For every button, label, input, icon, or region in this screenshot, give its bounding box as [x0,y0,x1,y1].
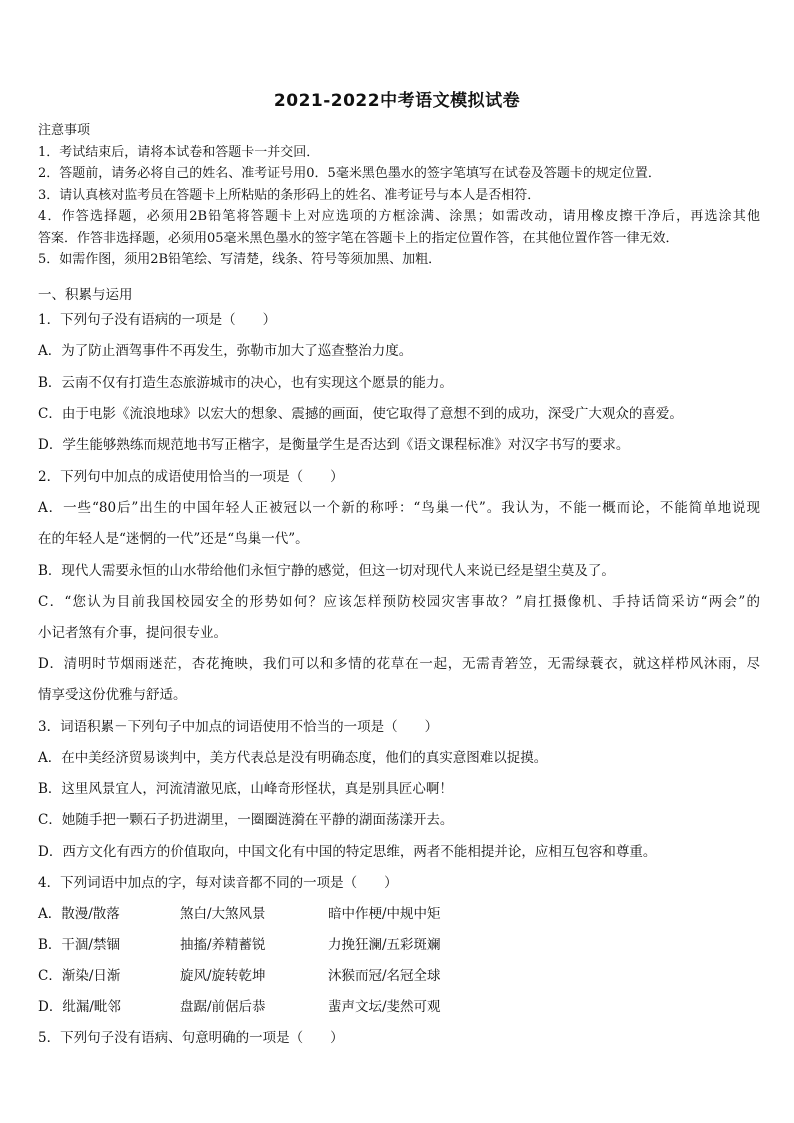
question-3-option-d: D．西方文化有西方的价值取向，中国文化有中国的特定思维，两者不能相提并论，应相互包容和尊重。 [38,844,657,860]
section-heading: 一、积累与运用 [38,287,133,303]
question-1-option-c: C．由于电影《流浪地球》以宏大的想象、震撼的画面，使它取得了意想不到的成功，深受广大观众的喜爱。 [38,406,683,422]
option-pair: 盘踞/前倨后恭 [180,999,266,1015]
question-5-stem: 5．下列句子没有语病、句意明确的一项是（ ） [38,1030,344,1046]
question-4-option-row [38,903,760,925]
option-label: D．纰漏/毗邻 [38,999,121,1015]
question-3-stem: 3．词语积累－下列句子中加点的词语使用不恰当的一项是（ ） [38,719,439,735]
option-pair: 暗中作梗/中规中矩 [328,906,441,922]
option-pair: 旋风/旋转乾坤 [180,968,266,984]
option-pair: 抽搐/养精蓄锐 [180,937,266,953]
question-1-option-d: D．学生能够熟练而规范地书写正楷字，是衡量学生是否达到《语文课程标准》对汉字书写的要求。 [38,437,630,453]
question-2-option-d: D．清明时节烟雨迷茫，杏花掩映，我们可以和多情的花草在一起，无需青箬笠，无需绿蓑衣，就这样栉风沐雨，尽 [38,656,760,672]
question-3-option-c: C．她随手把一颗石子扔进湖里，一圈圈涟漪在平静的湖面荡漾开去。 [38,812,454,828]
page-title: 2021-2022中考语文模拟试卷 [273,91,521,111]
question-4-option-row [38,965,760,987]
question-2-option-d-cont: 情享受这份优雅与舒适。 [38,687,187,703]
notice-item: 4．作答选择题，必须用2B铅笔将答题卡上对应选项的方框涂满、涂黑；如需改动，请用橡皮擦干净后，再选涂其他 [38,209,760,224]
question-4-stem: 4．下列词语中加点的字，每对读音都不同的一项是（ ） [38,875,398,891]
question-2-stem: 2．下列句中加点的成语使用恰当的一项是（ ） [38,469,344,485]
question-2-option-b: B．现代人需要永恒的山水带给他们永恒宁静的感觉，但这一切对现代人来说已经是望尘莫及了。 [38,563,615,579]
question-2-option-a-cont: 在的年轻人是“迷惘的一代”还是“鸟巢一代”。 [38,531,309,547]
option-pair: 力挽狂澜/五彩斑斓 [328,937,441,953]
question-2-option-c-cont: 小记者煞有介事，提问很专业。 [38,625,227,641]
notice-item: 答案．作答非选择题，必须用05毫米黑色墨水的签字笔在答题卡上的指定位置作答，在其他位置作答一律无效． [38,230,679,246]
question-1-option-b: B．云南不仅有打造生态旅游城市的决心，也有实现这个愿景的能力。 [38,375,453,391]
question-4-option-row [38,996,760,1018]
notice-block [38,120,760,271]
option-label: B．干涸/禁锢 [38,937,120,953]
question-2-option-a: A．一些“80后”出生的中国年轻人正被冠以一个新的称呼：“鸟巢一代”。我认为，不能一概而论，不能简单地说现 [38,500,760,516]
question-3-option-b: B．这里风景宜人，河流清澈见底，山峰奇形怪状，真是别具匠心啊！ [38,781,453,797]
notice-item: 1．考试结束后，请将本试卷和答题卡一并交回． [38,144,320,160]
notice-item: 2．答题前，请务必将自己的姓名、准考证号用0．5毫米黑色墨水的签字笔填写在试卷及答题卡的规定位置． [38,166,661,181]
option-label: C．渐染/日渐 [38,968,121,984]
question-1-stem: 1．下列句子没有语病的一项是（ ） [38,312,277,328]
question-2-option-c: C．“您认为目前我国校园安全的形势如何？应该怎样预防校园灾害事故？”肩扛摄像机、手持话筒采访“两会”的 [38,594,760,610]
question-1-option-a: A．为了防止酒驾事件不再发生，弥勒市加大了巡查整治力度。 [38,343,413,359]
option-pair: 蜚声文坛/斐然可观 [328,999,441,1015]
question-4-option-row [38,934,760,956]
notice-heading: 注意事项 [38,123,91,138]
notice-item: 3．请认真核对监考员在答题卡上所粘贴的条形码上的姓名、准考证号与本人是否相符． [38,187,541,203]
option-pair: 沐猴而冠/名冠全球 [328,968,441,984]
option-label: A．散漫/散落 [38,906,120,922]
question-3-option-a: A．在中美经济贸易谈判中，美方代表总是没有明确态度，他们的真实意图难以捉摸。 [38,750,548,766]
option-pair: 煞白/大煞风景 [180,906,266,922]
notice-item: 5．如需作图，须用2B铅笔绘、写清楚，线条、符号等须加黑、加粗． [38,252,442,267]
